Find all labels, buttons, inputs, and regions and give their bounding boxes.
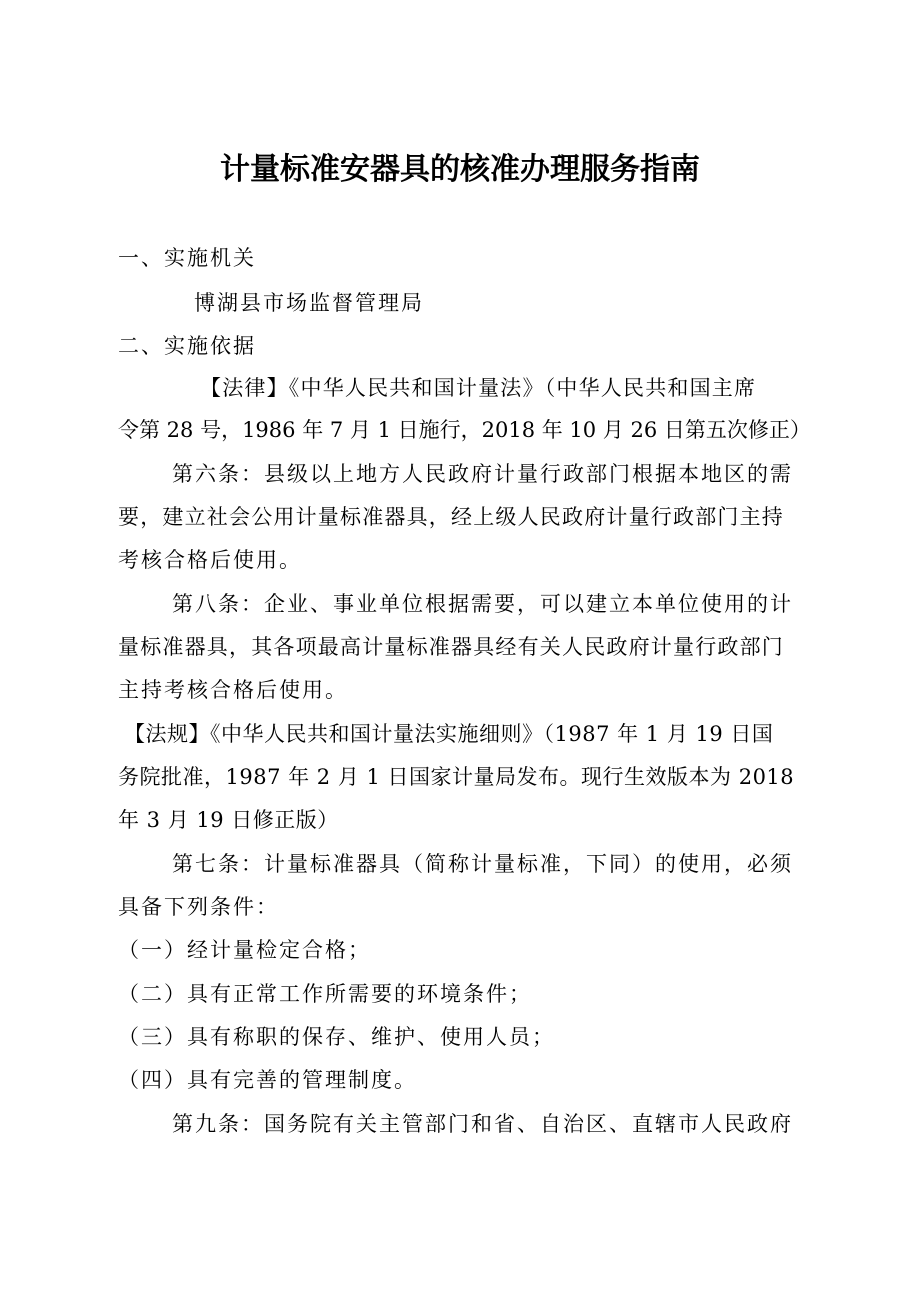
document-title: 计量标准安器具的核准办理服务指南 [220,152,700,187]
article-8-line-3: 主持考核合格后使用。 [118,678,348,702]
section-heading-basis: 二、实施依据 [118,334,256,358]
condition-item-3: （三）具有称职的保存、维护、使用人员； [118,1025,555,1049]
condition-item-1: （一）经计量检定合格； [118,938,371,962]
law-citation-line-1: 【法律】《中华人民共和国计量法》（中华人民共和国主席 [200,376,757,400]
article-7-line-2: 具备下列条件： [118,895,279,919]
article-6-line-2: 要，建立社会公用计量标准器具，经上级人民政府计量行政部门主持 [118,505,784,529]
agency-name: 博湖县市场监督管理局 [194,291,424,315]
regulation-citation-line-2: 务院批准，1987 年 2 月 1 日国家计量局发布。现行生效版本为 2018 [118,765,795,789]
article-8-line-2: 量标准器具，其各项最高计量标准器具经有关人民政府计量行政部门 [118,635,784,659]
condition-item-4: （四）具有完善的管理制度。 [118,1068,417,1092]
article-7-line-1: 第七条：计量标准器具（简称计量标准，下同）的使用，必须 [172,852,793,876]
article-6-line-1: 第六条：县级以上地方人民政府计量行政部门根据本地区的需 [172,462,793,486]
condition-item-2: （二）具有正常工作所需要的环境条件； [118,982,532,1006]
section-heading-agency: 一、实施机关 [118,246,256,270]
regulation-citation-line-1: 【法规】《中华人民共和国计量法实施细则》（1987 年 1 月 19 日国 [124,722,774,746]
article-9-line-1: 第九条：国务院有关主管部门和省、自治区、直辖市人民政府 [172,1112,793,1136]
law-citation-line-2: 令第 28 号，1986 年 7 月 1 日施行，2018 年 10 月 26 日第五次修正） [118,418,811,442]
regulation-citation-line-3: 年 3 月 19 日修正版） [118,808,339,832]
article-8-line-1: 第八条：企业、事业单位根据需要，可以建立本单位使用的计 [172,592,793,616]
article-6-line-3: 考核合格后使用。 [118,548,302,572]
